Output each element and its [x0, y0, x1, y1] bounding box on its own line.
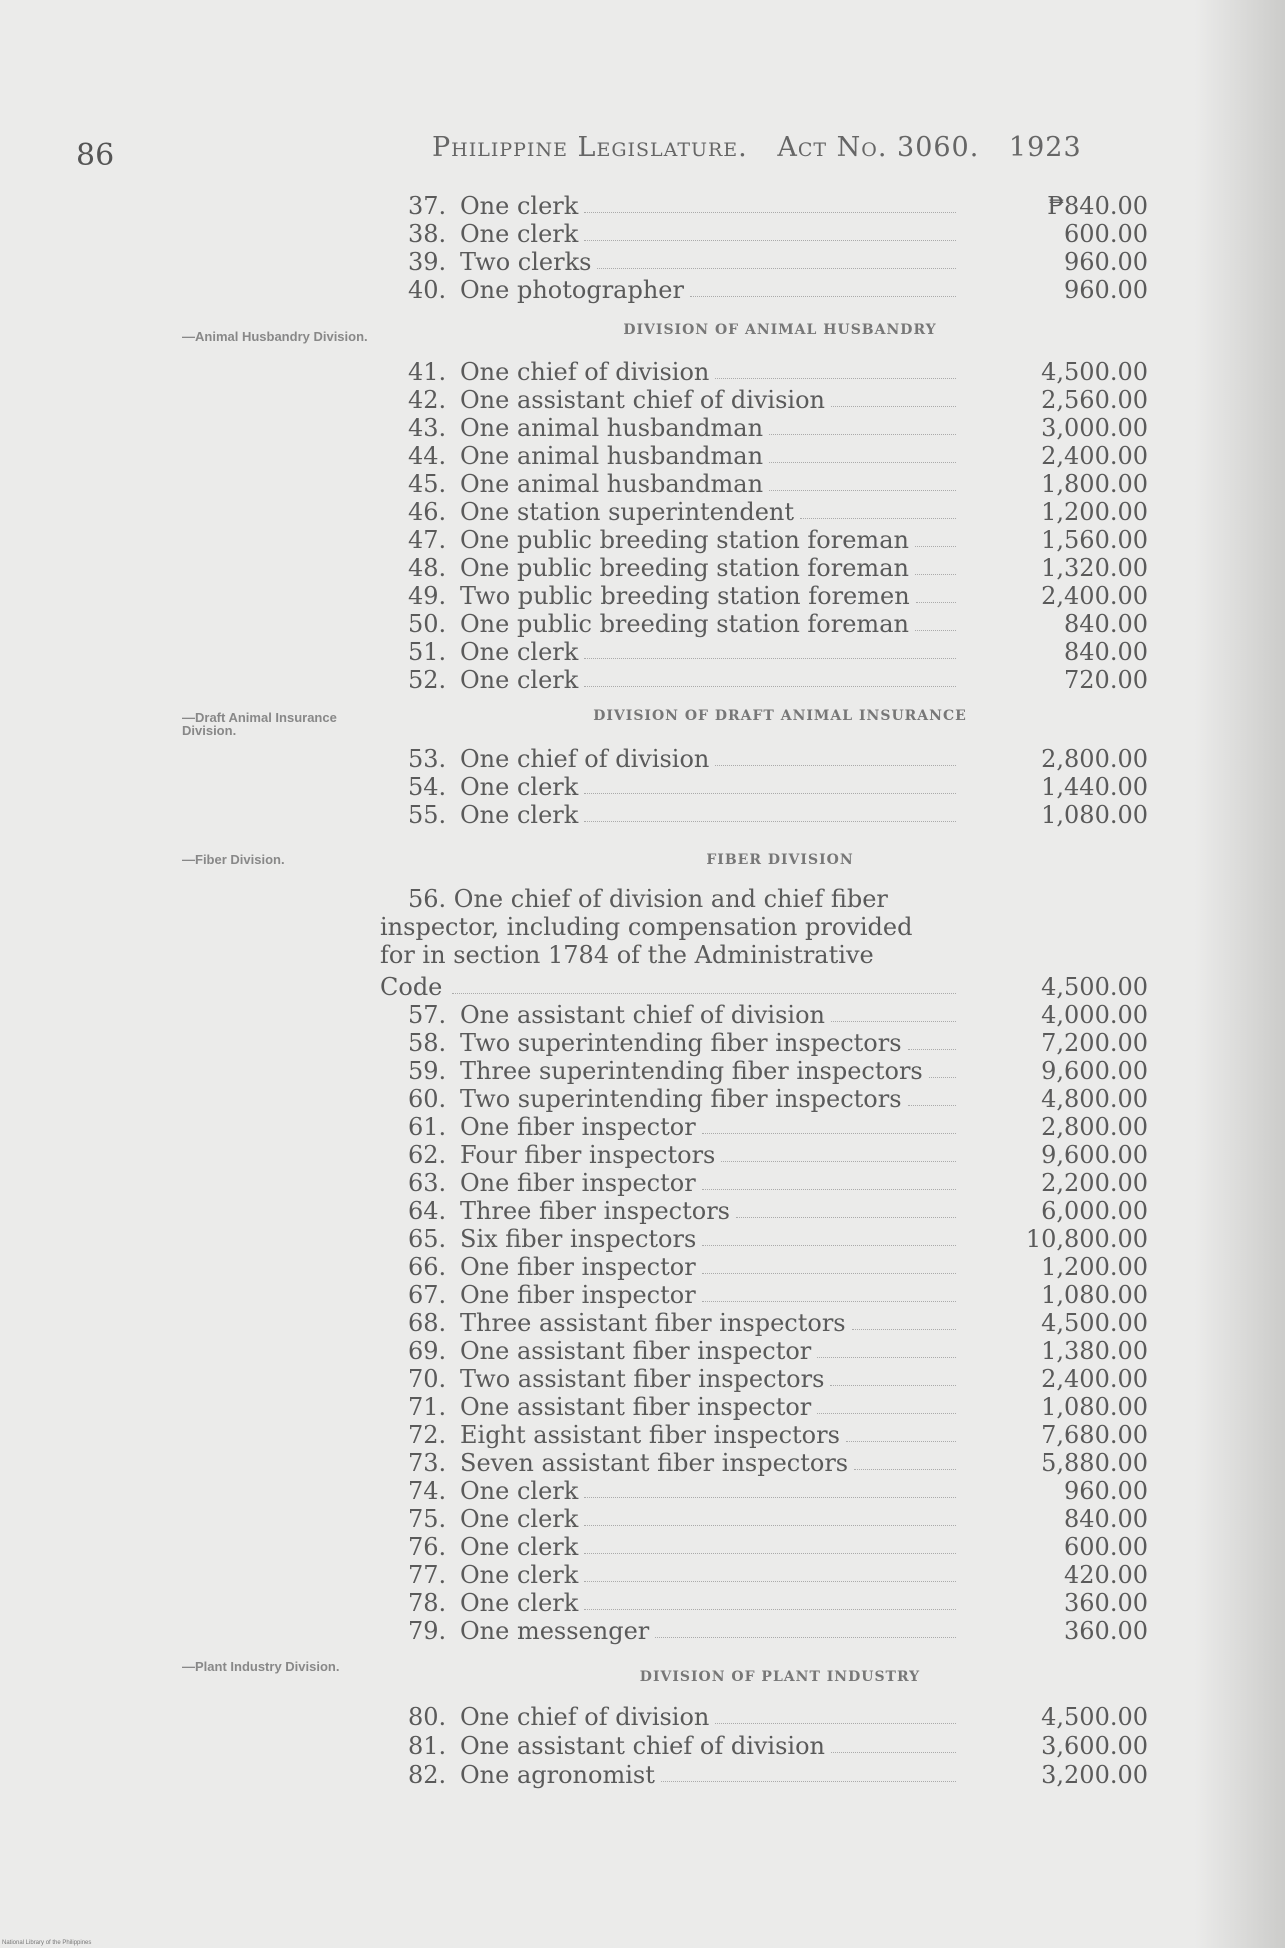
line-item: [408, 1001, 1148, 1029]
item-number: 51.: [408, 638, 447, 666]
item-description: One clerk: [460, 666, 579, 694]
item-amount: 2,400.00: [1041, 582, 1148, 610]
item-description: One messenger: [460, 1617, 650, 1645]
item-description: One clerk: [460, 192, 579, 220]
dot-leader: [715, 765, 956, 766]
item-number: 43.: [408, 414, 447, 442]
item-description: One animal husbandman: [460, 414, 764, 442]
item-amount: 2,560.00: [1041, 386, 1148, 414]
dot-leader: [584, 658, 956, 659]
item-amount: 7,200.00: [1041, 1029, 1148, 1057]
dot-leader: [584, 1609, 956, 1610]
item-number: 47.: [408, 526, 447, 554]
item-amount: 1,200.00: [1041, 498, 1148, 526]
section-heading-fiber: FIBER DIVISION: [706, 852, 854, 868]
dot-leader: [736, 1217, 956, 1218]
line-item: [408, 276, 1148, 304]
item-description: One public breeding station foreman: [460, 554, 909, 582]
line-item: [408, 666, 1148, 694]
dot-leader: [715, 378, 956, 379]
item-56-line-1: 56. One chief of division and chief fiber: [408, 885, 888, 913]
item-number: 66.: [408, 1253, 447, 1281]
item-number: 45.: [408, 470, 447, 498]
item-number: 74.: [408, 1477, 447, 1505]
item-description: Four fiber inspectors: [460, 1141, 716, 1169]
dot-leader: [852, 1329, 956, 1330]
item-amount: 1,080.00: [1041, 1393, 1148, 1421]
line-item: [408, 1533, 1148, 1561]
item-description: Two clerks: [460, 248, 592, 276]
line-item: [408, 773, 1148, 801]
line-item: [408, 386, 1148, 414]
item-number: 81.: [408, 1732, 447, 1760]
dot-leader: [817, 1357, 956, 1358]
line-item: [408, 1281, 1148, 1309]
item-description: One public breeding station foreman: [460, 526, 909, 554]
dot-leader: [584, 821, 956, 822]
item-number: 61.: [408, 1113, 447, 1141]
item-amount: 9,600.00: [1041, 1141, 1148, 1169]
item-amount: 4,500.00: [1041, 358, 1148, 386]
line-item: [408, 470, 1148, 498]
item-description: One animal husbandman: [460, 470, 764, 498]
item-amount: 1,080.00: [1041, 801, 1148, 829]
line-item: [408, 414, 1148, 442]
line-item: [408, 1561, 1148, 1589]
item-number: 57.: [408, 1001, 447, 1029]
dot-leader: [769, 434, 956, 435]
item-56-line-2: inspector, including compensation provided: [380, 913, 913, 941]
line-item: [408, 1057, 1148, 1085]
item-description: Two superintending fiber inspectors: [460, 1029, 902, 1057]
item-amount: 840.00: [1064, 610, 1148, 638]
item-number: 59.: [408, 1057, 447, 1085]
item-amount: ₱840.00: [1047, 192, 1148, 220]
item-description: One chief of division: [460, 745, 710, 773]
margin-note-animal-husbandry: —Animal Husbandry Division.: [182, 329, 368, 344]
dot-leader: [769, 462, 956, 463]
item-number: 77.: [408, 1561, 447, 1589]
item-amount: 960.00: [1064, 276, 1148, 304]
item-number: 65.: [408, 1225, 447, 1253]
item-description: One assistant chief of division: [460, 1732, 826, 1760]
item-description: Two public breeding station foremen: [460, 582, 910, 610]
item-number: 67.: [408, 1281, 447, 1309]
item-number: 48.: [408, 554, 447, 582]
item-number: 39.: [408, 248, 447, 276]
item-amount: 4,500.00: [1041, 1309, 1148, 1337]
line-item: [408, 1617, 1148, 1645]
section-heading-plant-industry: DIVISION OF PLANT INDUSTRY: [639, 1669, 921, 1685]
dot-leader: [721, 1161, 956, 1162]
dot-leader: [584, 240, 956, 241]
item-amount: 840.00: [1064, 638, 1148, 666]
item-amount: 4,800.00: [1041, 1085, 1148, 1113]
item-56-code: Code: [380, 973, 443, 1001]
line-item: [408, 1085, 1148, 1113]
dot-leader: [597, 268, 956, 269]
line-item: [408, 1197, 1148, 1225]
dot-leader: [817, 1413, 956, 1414]
dot-leader: [915, 546, 956, 547]
margin-note-plant-industry: —Plant Industry Division.: [182, 1659, 340, 1674]
footer-credit: National Library of the Philippines: [2, 1940, 92, 1946]
item-description: One clerk: [460, 1533, 579, 1561]
item-description: One public breeding station foreman: [460, 610, 909, 638]
item-amount: 6,000.00: [1041, 1197, 1148, 1225]
item-description: One fiber inspector: [460, 1169, 696, 1197]
item-description: One assistant fiber inspector: [460, 1393, 812, 1421]
item-number: 42.: [408, 386, 447, 414]
line-item: [408, 1449, 1148, 1477]
page-edge-shadow: [1195, 0, 1285, 1948]
item-number: 82.: [408, 1761, 447, 1789]
line-item: [408, 801, 1148, 829]
item-amount: 9,600.00: [1041, 1057, 1148, 1085]
item-number: 49.: [408, 582, 447, 610]
dot-leader: [584, 212, 956, 213]
item-number: 68.: [408, 1309, 447, 1337]
running-head: [432, 132, 1102, 163]
item-description: Two superintending fiber inspectors: [460, 1085, 902, 1113]
item-amount: 960.00: [1064, 248, 1148, 276]
item-amount: 2,800.00: [1041, 745, 1148, 773]
item-description: One clerk: [460, 220, 579, 248]
section-heading-animal-husbandry: DIVISION OF ANIMAL HUSBANDRY: [623, 322, 937, 338]
item-amount: 1,320.00: [1041, 554, 1148, 582]
page-number: 86: [76, 138, 115, 173]
item-amount: 1,080.00: [1041, 1281, 1148, 1309]
margin-note-draft-animal: —Draft Animal Insurance Division.: [182, 710, 337, 738]
item-number: 80.: [408, 1703, 447, 1731]
line-item: [408, 745, 1148, 773]
item-description: Six fiber inspectors: [460, 1225, 697, 1253]
dot-leader: [584, 1497, 956, 1498]
item-number: 37.: [408, 192, 447, 220]
item-description: One fiber inspector: [460, 1253, 696, 1281]
line-item: [408, 1761, 1148, 1789]
line-item: [408, 1113, 1148, 1141]
item-number: 41.: [408, 358, 447, 386]
item-number: 70.: [408, 1365, 447, 1393]
line-item: [408, 1477, 1148, 1505]
item-description: Three assistant fiber inspectors: [460, 1309, 846, 1337]
line-item: [408, 1225, 1148, 1253]
item-number: 46.: [408, 498, 447, 526]
dot-leader: [915, 574, 956, 575]
item-number: 64.: [408, 1197, 447, 1225]
item-number: 63.: [408, 1169, 447, 1197]
item-description: One animal husbandman: [460, 442, 764, 470]
dot-leader: [655, 1637, 956, 1638]
item-amount: 5,880.00: [1041, 1449, 1148, 1477]
line-item: [408, 1505, 1148, 1533]
item-description: One chief of division: [460, 1703, 710, 1731]
dot-leader: [702, 1273, 956, 1274]
dot-leader: [929, 1077, 956, 1078]
item-description: One clerk: [460, 638, 579, 666]
item-amount: 360.00: [1064, 1617, 1148, 1645]
dot-leader: [584, 793, 956, 794]
item-description: Three fiber inspectors: [460, 1197, 730, 1225]
item-description: One fiber inspector: [460, 1281, 696, 1309]
dot-leader: [661, 1781, 956, 1782]
item-description: Eight assistant fiber inspectors: [460, 1421, 840, 1449]
item-description: One assistant chief of division: [460, 1001, 826, 1029]
item-number: 69.: [408, 1337, 447, 1365]
item-amount: 3,000.00: [1041, 414, 1148, 442]
item-number: 72.: [408, 1421, 447, 1449]
item-description: One clerk: [460, 1589, 579, 1617]
line-item: [408, 1029, 1148, 1057]
item-number: 53.: [408, 745, 447, 773]
line-item: [408, 1253, 1148, 1281]
item-description: Seven assistant fiber inspectors: [460, 1449, 849, 1477]
item-amount: 10,800.00: [1025, 1225, 1148, 1253]
dot-leader: [702, 1189, 956, 1190]
item-amount: 1,560.00: [1041, 526, 1148, 554]
item-description: One assistant chief of division: [460, 386, 826, 414]
dot-leader: [915, 630, 956, 631]
line-item: [408, 1393, 1148, 1421]
line-item: [408, 1703, 1148, 1731]
item-number: 76.: [408, 1533, 447, 1561]
dot-leader: [584, 686, 956, 687]
item-amount: 2,400.00: [1041, 442, 1148, 470]
line-item: [408, 358, 1148, 386]
item-number: 38.: [408, 220, 447, 248]
dot-leader: [584, 1553, 956, 1554]
item-number: 73.: [408, 1449, 447, 1477]
line-item: [408, 526, 1148, 554]
item-amount: 840.00: [1064, 1505, 1148, 1533]
line-item: [408, 1732, 1148, 1760]
dot-leader: [908, 1049, 956, 1050]
item-number: 52.: [408, 666, 447, 694]
item-amount: 420.00: [1064, 1561, 1148, 1589]
line-item: [408, 1309, 1148, 1337]
item-56-amount: 4,500.00: [1041, 973, 1148, 1001]
line-item: [408, 442, 1148, 470]
item-description: One assistant fiber inspector: [460, 1337, 812, 1365]
item-number: 78.: [408, 1589, 447, 1617]
item-description: Three superintending fiber inspectors: [460, 1057, 923, 1085]
item-description: One chief of division: [460, 358, 710, 386]
line-item: [408, 1421, 1148, 1449]
item-amount: 2,200.00: [1041, 1169, 1148, 1197]
dot-leader: [800, 518, 956, 519]
item-description: One photographer: [460, 276, 684, 304]
line-item: [408, 1589, 1148, 1617]
dot-leader: [715, 1723, 956, 1724]
item-amount: 4,000.00: [1041, 1001, 1148, 1029]
line-item: [408, 220, 1148, 248]
item-number: 55.: [408, 801, 447, 829]
item-number: 79.: [408, 1617, 447, 1645]
item-number: 62.: [408, 1141, 447, 1169]
item-description: One clerk: [460, 801, 579, 829]
item-amount: 600.00: [1064, 1533, 1148, 1561]
margin-note-fiber: —Fiber Division.: [182, 852, 285, 867]
running-head-act: Act No. 3060.: [777, 132, 980, 163]
item-amount: 1,800.00: [1041, 470, 1148, 498]
item-amount: 3,600.00: [1041, 1732, 1148, 1760]
item-amount: 4,500.00: [1041, 1703, 1148, 1731]
item-number: 54.: [408, 773, 447, 801]
line-item: [408, 1365, 1148, 1393]
item-amount: 2,400.00: [1041, 1365, 1148, 1393]
item-number: 58.: [408, 1029, 447, 1057]
item-description: One agronomist: [460, 1761, 655, 1789]
item-amount: 360.00: [1064, 1589, 1148, 1617]
item-number: 50.: [408, 610, 447, 638]
item-description: One clerk: [460, 773, 579, 801]
item-56-block: [380, 885, 956, 969]
item-number: 75.: [408, 1505, 447, 1533]
item-amount: 1,200.00: [1041, 1253, 1148, 1281]
line-item: [408, 582, 1148, 610]
dot-leader: [690, 296, 956, 297]
dot-leader: [702, 1301, 956, 1302]
line-item: [408, 498, 1148, 526]
item-number: 71.: [408, 1393, 447, 1421]
line-item: [408, 1169, 1148, 1197]
line-item: [408, 192, 1148, 220]
item-amount: 1,380.00: [1041, 1337, 1148, 1365]
dot-leader: [908, 1105, 956, 1106]
item-description: Two assistant fiber inspectors: [460, 1365, 825, 1393]
line-item: [408, 1141, 1148, 1169]
running-head-year: 1923: [1008, 132, 1082, 163]
line-item: [408, 554, 1148, 582]
dot-leader: [831, 406, 956, 407]
item-amount: 960.00: [1064, 1477, 1148, 1505]
item-amount: 3,200.00: [1041, 1761, 1148, 1789]
dot-leader: [846, 1441, 956, 1442]
item-number: 40.: [408, 276, 447, 304]
dot-leader: [830, 1385, 956, 1386]
dot-leader: [452, 993, 956, 994]
line-item: [408, 248, 1148, 276]
item-amount: 2,800.00: [1041, 1113, 1148, 1141]
item-number: 60.: [408, 1085, 447, 1113]
line-item: [408, 610, 1148, 638]
item-description: One station superintendent: [460, 498, 795, 526]
item-56-last-line: [380, 973, 1148, 1001]
dot-leader: [831, 1021, 956, 1022]
item-amount: 720.00: [1064, 666, 1148, 694]
item-description: One clerk: [460, 1505, 579, 1533]
dot-leader: [702, 1133, 956, 1134]
line-item: [408, 1337, 1148, 1365]
section-heading-draft-animal: DIVISION OF DRAFT ANIMAL INSURANCE: [593, 708, 967, 724]
dot-leader: [702, 1245, 956, 1246]
item-description: One clerk: [460, 1561, 579, 1589]
dot-leader: [916, 602, 956, 603]
dot-leader: [769, 490, 956, 491]
line-item: [408, 638, 1148, 666]
dot-leader: [831, 1752, 956, 1753]
item-amount: 1,440.00: [1041, 773, 1148, 801]
item-description: One clerk: [460, 1477, 579, 1505]
item-description: One fiber inspector: [460, 1113, 696, 1141]
dot-leader: [584, 1525, 956, 1526]
item-amount: 7,680.00: [1041, 1421, 1148, 1449]
item-number: 44.: [408, 442, 447, 470]
item-56-line-3: for in section 1784 of the Administrative: [380, 941, 874, 969]
dot-leader: [584, 1581, 956, 1582]
running-head-title: Philippine Legislature.: [432, 132, 748, 163]
dot-leader: [854, 1469, 956, 1470]
item-amount: 600.00: [1064, 220, 1148, 248]
